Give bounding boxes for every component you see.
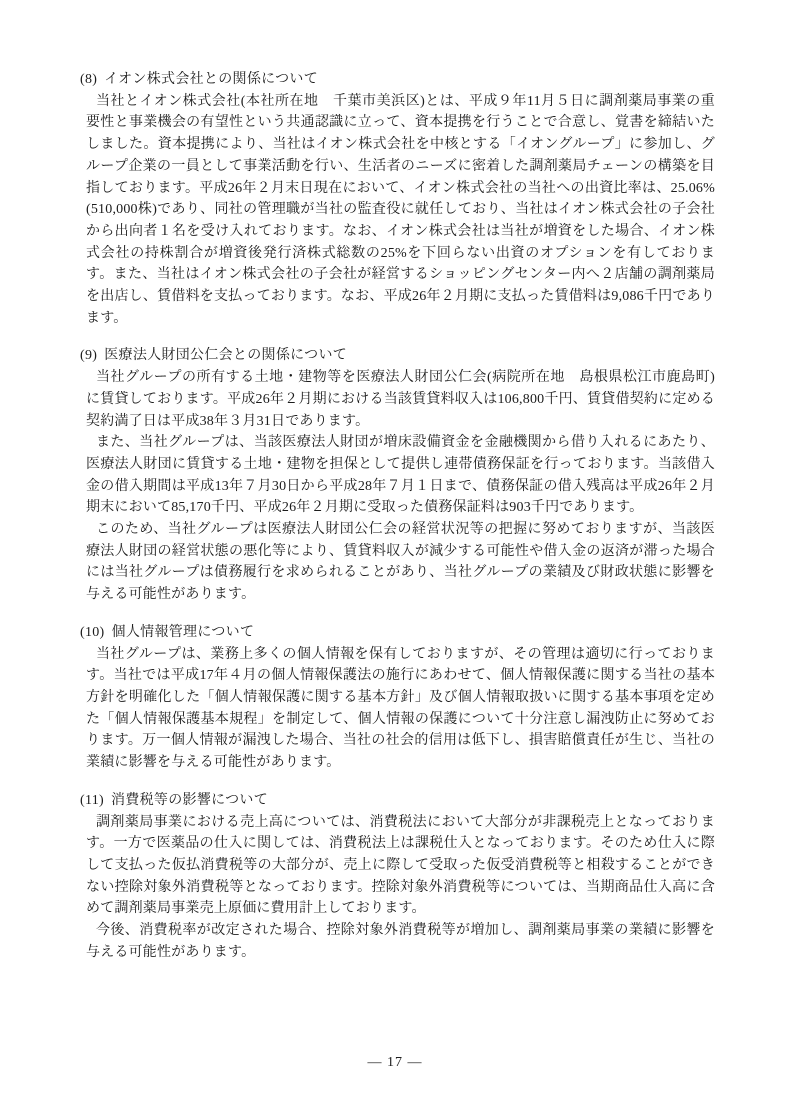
section-9-kojinkai-relationship	[80, 345, 715, 605]
section-heading	[80, 69, 715, 91]
section-8-aeon-relationship	[80, 69, 715, 329]
paragraph: 当社グループは、業務上多くの個人情報を保有しておりますが、その管理は適切に行っております。当社では平成17年４月の個人情報保護法の施行にあわせて、個人情報保護に関する当社の基本方針を明確化した「個人情報保護に関する基本方針」及び個人情報取扱いに関する基本事項を定めた「個人情報保護基本規程」を制定して、個人情報の保護について十分注意し漏洩防止に努めております。万一個人情報が漏洩した場合、当社の社会的信用は低下し、損害賠償責任が生じ、当社の業績に影響を与える可能性があります。	[86, 646, 715, 771]
page-footer	[0, 1054, 790, 1072]
section-heading	[80, 622, 715, 644]
section-heading	[80, 790, 715, 812]
section-number: (10)	[80, 624, 105, 640]
section-title: 消費税等の影響について	[111, 792, 269, 808]
risk-factor-sections	[80, 69, 715, 979]
section-title: イオン株式会社との関係について	[104, 72, 319, 87]
paragraph: このため、当社グループは医療法人財団公仁会の経営状況等の把握に努めておりますが、当該医療法人財団の経営状態の悪化等により、賃貸料収入が減少する可能性や借入金の返済が滞った場合には当社グループは債務履行を求められることがあり、当社グループの業績及び財政状態に影響を与える可能性があります。	[86, 522, 715, 603]
section-title: 医療法人財団公仁会との関係について	[104, 348, 348, 364]
paragraph: 当社グループの所有する土地・建物等を医療法人財団公仁会(病院所在地 島根県松江市鹿島町)に賃貸しております。平成26年２月期における当該賃貸料収入は106,800千円、賃貸借契約に定める契約満了日は平成38年３月31日であります。	[86, 370, 715, 429]
section-number: (11)	[80, 792, 105, 808]
paragraph: 調剤薬局事業における売上高については、消費税法において大部分が非課税売上となっております。一方で医薬品の仕入に関しては、消費税法上は課税仕入となっております。そのため仕入に際して支払った仮払消費税等の大部分が、売上に際して受取った仮受消費税等と相殺することができない控除対象外消費税等となっております。控除対象外消費税等については、当期商品仕入高に含めて調剤薬局事業売上原価に費用計上しております。	[86, 814, 715, 917]
paragraph: また、当社グループは、当該医療法人財団が増床設備資金を金融機関から借り入れるにあたり、医療法人財団に賃貸する土地・建物を担保として提供し連帯債務保証を行っております。当該借入金の借入期間は平成13年７月30日から平成28年７月１日まで、債務保証の借入残高は平成26年２月期末において85,170千円、平成26年２月期に受取った債務保証料は903千円であります。	[86, 435, 715, 516]
section-heading	[80, 345, 715, 367]
page-number: — 17 —	[367, 1055, 423, 1070]
section-10-personal-information	[80, 622, 715, 774]
paragraph: 今後、消費税率が改定された場合、控除対象外消費税等が増加し、調剤薬局事業の業績に影響を与える可能性があります。	[86, 923, 715, 960]
section-number: (9)	[80, 348, 98, 364]
section-11-consumption-tax	[80, 790, 715, 964]
section-title: 個人情報管理について	[111, 624, 255, 640]
section-number: (8)	[80, 72, 98, 87]
paragraph: 当社とイオン株式会社(本社所在地 千葉市美浜区)とは、平成９年11月５日に調剤薬局事業の重要性と事業機会の有望性という共通認識に立って、資本提携を行うことで合意し、覚書を締結いたしました。資本提携により、当社はイオン株式会社を中核とする「イオングループ」に参加し、グループ企業の一員として事業活動を行い、生活者のニーズに密着した調剤薬局チェーンの構築を目指しております。平成26年２月末日現在において、イオン株式会社の当社への出資比率は、25.06%(510,000株)であり、同社の管理職が当社の監査役に就任しており、当社はイオン株式会社の子会社から出向者１名を受け入れております。なお、イオン株式会社は当社が増資をした場合、イオン株式会社の持株割合が増資後発行済株式総数の25%を下回らない出資のオプションを有しております。また、当社はイオン株式会社の子会社が経営するショッピングセンター内へ２店舗の調剤薬局を出店し、賃借料を支払っております。なお、平成26年２月期に支払った賃借料は9,086千円であります。	[86, 93, 715, 326]
